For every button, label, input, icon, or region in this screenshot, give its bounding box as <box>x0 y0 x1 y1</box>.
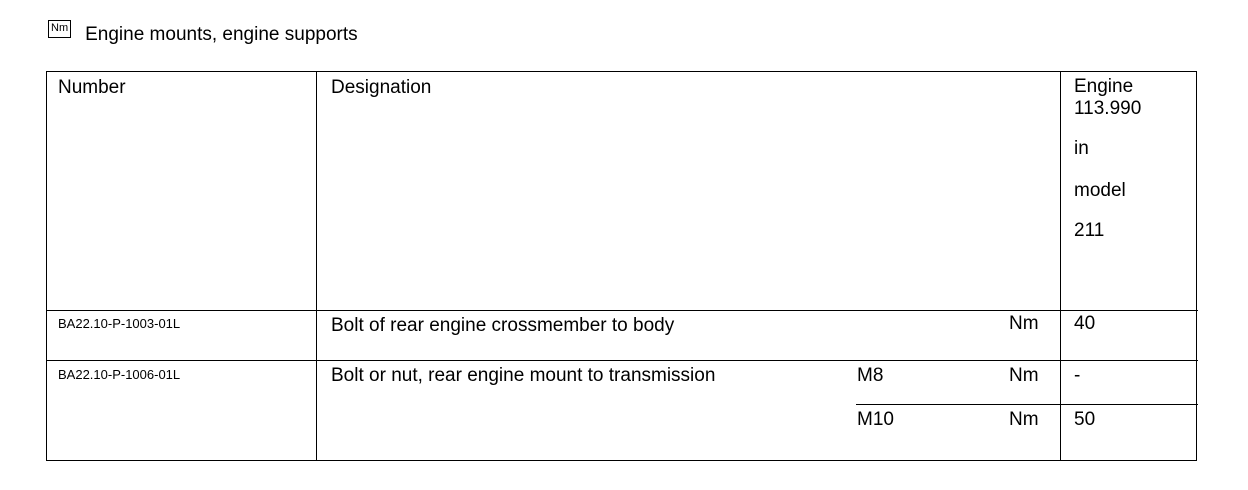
header-engine-line: Engine <box>1074 76 1134 97</box>
row-value: 40 <box>1074 313 1096 334</box>
row-designation: Bolt or nut, rear engine mount to transmission <box>331 365 716 386</box>
header-engine-line: in <box>1074 138 1089 159</box>
row-variant: M10 <box>857 409 894 430</box>
row-unit: Nm <box>1009 313 1039 334</box>
row-number: BA22.10-P-1006-01L <box>58 367 181 382</box>
page-title-text: Engine mounts, engine supports <box>85 24 358 45</box>
row-divider-row1 <box>47 360 1198 361</box>
torque-spec-table <box>46 71 1197 461</box>
header-designation: Designation <box>331 77 432 98</box>
column-divider-number <box>316 72 317 460</box>
row-unit: Nm <box>1009 409 1039 430</box>
row-divider-header <box>47 310 1198 311</box>
row-value: 50 <box>1074 409 1096 430</box>
header-engine-line: 211 <box>1074 220 1105 241</box>
row-value: - <box>1074 365 1081 386</box>
header-engine-line: model <box>1074 180 1126 201</box>
header-engine <box>1074 76 1141 242</box>
row-variant: M8 <box>857 365 884 386</box>
row-divider-subrow <box>856 404 1198 405</box>
row-designation: Bolt of rear engine crossmember to body <box>331 315 675 336</box>
row-unit: Nm <box>1009 365 1039 386</box>
column-divider-engine <box>1060 72 1061 460</box>
page-title <box>48 24 358 46</box>
header-engine-line: 113.990 <box>1074 98 1142 119</box>
torque-nm-icon: Nm <box>48 20 71 38</box>
header-number: Number <box>58 77 126 98</box>
row-number: BA22.10-P-1003-01L <box>58 316 181 331</box>
